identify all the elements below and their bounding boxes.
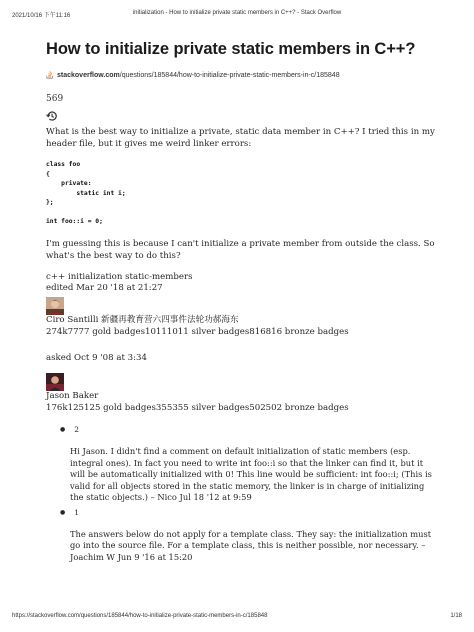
comment-item [60,425,438,504]
editor-name[interactable]: Ciro Santilli 新疆再教育营六四事件法轮功郝海东 [46,315,239,325]
stackoverflow-icon [46,71,54,79]
question-body-followup: I'm guessing this is because I can't initialize a private member from outside the class. So what's the best way to do this? [46,239,435,261]
edited-timestamp[interactable]: edited Mar 20 '18 at 21:27 [46,283,163,293]
editor-stats: 274k7777 gold badges10111011 silver badges816816 bronze badges [46,327,349,337]
source-path: /questions/185844/how-to-initialize-private-static-members-in-c/185848 [119,71,340,79]
comment-score: 2 [74,425,80,434]
comment-score-row [60,508,438,517]
comment-item [60,508,438,564]
editor-avatar[interactable] [46,297,64,315]
question-content [46,40,438,563]
source-domain: stackoverflow.com [57,71,120,79]
comment-list [60,425,438,563]
print-footer [12,613,462,619]
asked-timestamp: asked Oct 9 '08 at 3:34 [46,353,147,363]
print-url: https://stackoverflow.com/questions/185844/how-to-initialize-private-static-members-in-c/185848 [12,613,268,619]
code-block-definition: int foo::i = 0; [46,217,103,225]
author-avatar[interactable] [46,373,64,391]
print-page-title: initialization - How to initialize private static members in C++? - Stack Overflow [132,10,342,16]
comment-score: 1 [74,507,80,517]
code-block-class: class foo { private: static int i; }; [46,161,126,206]
question-title: How to initialize private static members in C++? [46,40,416,58]
bullet-icon: ● [60,426,66,433]
history-icon[interactable] [46,110,58,122]
print-datetime: 2021/10/16 下午11:16 [12,13,71,19]
comment-text: The answers below do not apply for a template class. They say: the initialization must go into the source file. For a template class, this is neither possible, nor necessary. – Joachim W Jun 9 '16 at 15:20 [70,528,432,562]
question-tags[interactable]: c++ initialization static-members [46,272,193,282]
comment-text: Hi Jason. I didn't find a comment on default initialization of static members (esp. integral ones). In fact you need to write int foo::i so that the linker can find it, but it will be automatically initialized with 0! This line would be sufficient: int foo::i; (This is valid for all objects stored in the static memory, the linker is in charge of initializing the static objects.) – Nico Jul 18 '12 at 9:59 [70,446,432,502]
vote-count: 569 [46,94,64,104]
author-name[interactable]: Jason Baker [46,391,99,401]
comment-score-row [60,425,438,434]
print-page-number: 1/18 [450,613,462,619]
source-link[interactable] [46,71,438,79]
bullet-icon: ● [60,508,66,516]
author-stats: 176k125125 gold badges355355 silver badges502502 bronze badges [46,403,349,413]
question-body-intro: What is the best way to initialize a private, static data member in C++? I tried this in my header file, but it gives me weird linker errors: [46,127,435,149]
print-header [12,10,462,19]
